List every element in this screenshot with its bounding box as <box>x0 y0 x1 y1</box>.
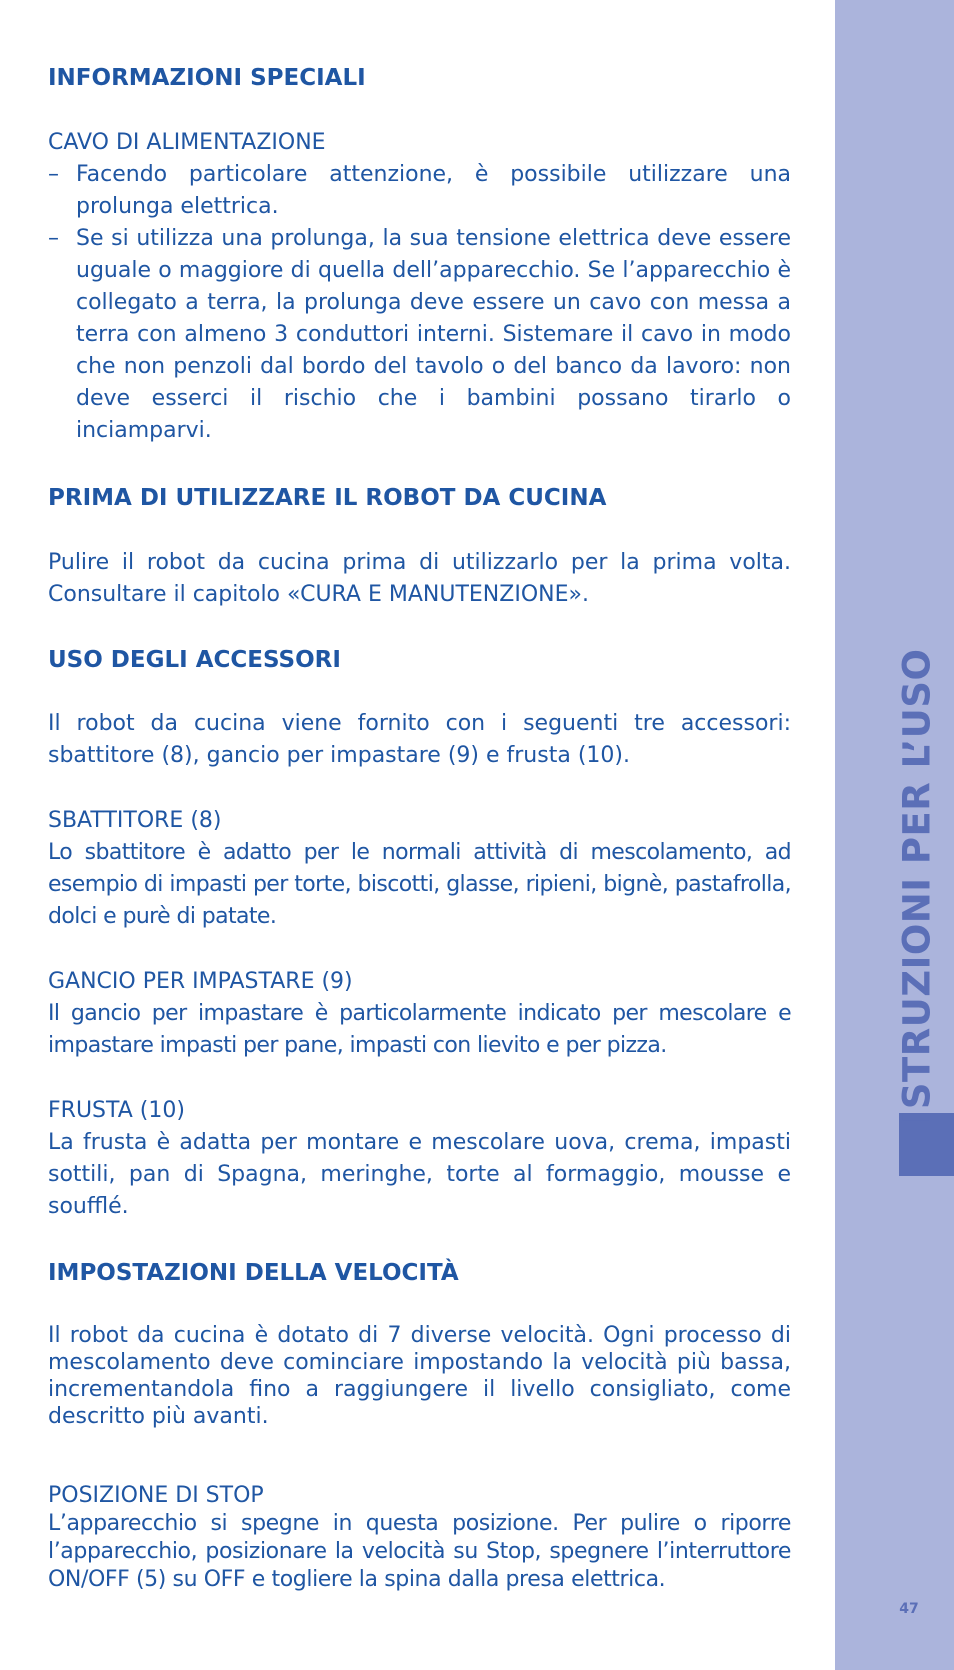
section-before-use <box>48 547 791 611</box>
list-item <box>48 223 791 447</box>
accessories-intro <box>48 708 791 772</box>
section-stop <box>48 1482 791 1594</box>
section-power-cord <box>48 127 791 447</box>
subheading-power-cord: CAVO DI ALIMENTAZIONE <box>48 130 326 155</box>
subheading-dough-hook: GANCIO PER IMPASTARE (9) <box>48 969 353 994</box>
heading-accessories: USO DEGLI ACCESSORI <box>48 647 341 673</box>
bullet-dash: – <box>48 226 59 251</box>
beater-text: Lo sbattitore è adatto per le normali attività di mescolamento, ad esempio di impasti per torte, biscotti, glasse, ripieni, bignè, pastafrolla, dolci e purè di patate. <box>48 840 791 929</box>
subheading-stop: POSIZIONE DI STOP <box>48 1483 264 1508</box>
heading-before-use: PRIMA DI UTILIZZARE IL ROBOT DA CUCINA <box>48 485 607 511</box>
page-number: 47 <box>899 1601 919 1617</box>
section-dough-hook <box>48 966 791 1062</box>
section-beater <box>48 805 791 933</box>
before-use-text: Pulire il robot da cucina prima di utilizzarlo per la prima volta. Consultare il capitolo «CURA E MANUTENZIONE». <box>48 550 791 607</box>
dough-hook-text: Il gancio per impastare è particolarmente indicato per mescolare e impastare impasti per pane, impasti con lievito e per pizza. <box>48 1001 791 1058</box>
stop-text: L’apparecchio si spegne in questa posizione. Per pulire o riporre l’apparecchio, posizionare la velocità su Stop, spegnere l’interruttore ON/OFF (5) su OFF e togliere la spina dalla presa elettrica. <box>48 1511 791 1592</box>
heading-special-info: INFORMAZIONI SPECIALI <box>48 65 366 91</box>
accessories-intro-text: Il robot da cucina viene fornito con i seguenti tre accessori: sbattitore (8), gancio per impastare (9) e frusta (10). <box>48 711 791 768</box>
bullet-text: Se si utilizza una prolunga, la sua tensione elettrica deve essere uguale o maggiore di quella dell’apparecchio. Se l’apparecchio è collegato a terra, la prolunga deve essere un cavo con messa a terra con almeno 3 conduttori interni. Sistemare il cavo in modo che non penzoli dal bordo del tavolo o del banco da lavoro: non deve esserci il rischio che i bambini possano tirarlo o inciamparvi. <box>76 226 791 443</box>
sidebar-title: ISTRUZIONI PER L’USO <box>895 648 939 1124</box>
whisk-text: La frusta è adatta per montare e mescolare uova, crema, impasti sottili, pan di Spagna, meringhe, torte al formaggio, mousse e soufflé. <box>48 1130 791 1219</box>
power-cord-list <box>48 159 791 447</box>
list-item <box>48 159 791 223</box>
heading-speed: IMPOSTAZIONI DELLA VELOCITÀ <box>48 1260 459 1286</box>
subheading-whisk: FRUSTA (10) <box>48 1098 185 1123</box>
subheading-beater: SBATTITORE (8) <box>48 808 222 833</box>
section-speed <box>48 1322 791 1430</box>
speed-text: Il robot da cucina è dotato di 7 diverse velocità. Ogni processo di mescolamento deve cominciare impostando la velocità più bassa, incrementandola fino a raggiungere il livello consigliato, come descritto più avanti. <box>48 1323 791 1429</box>
section-whisk <box>48 1095 791 1223</box>
bullet-dash: – <box>48 162 59 187</box>
bullet-text: Facendo particolare attenzione, è possibile utilizzare una prolunga elettrica. <box>76 162 791 219</box>
